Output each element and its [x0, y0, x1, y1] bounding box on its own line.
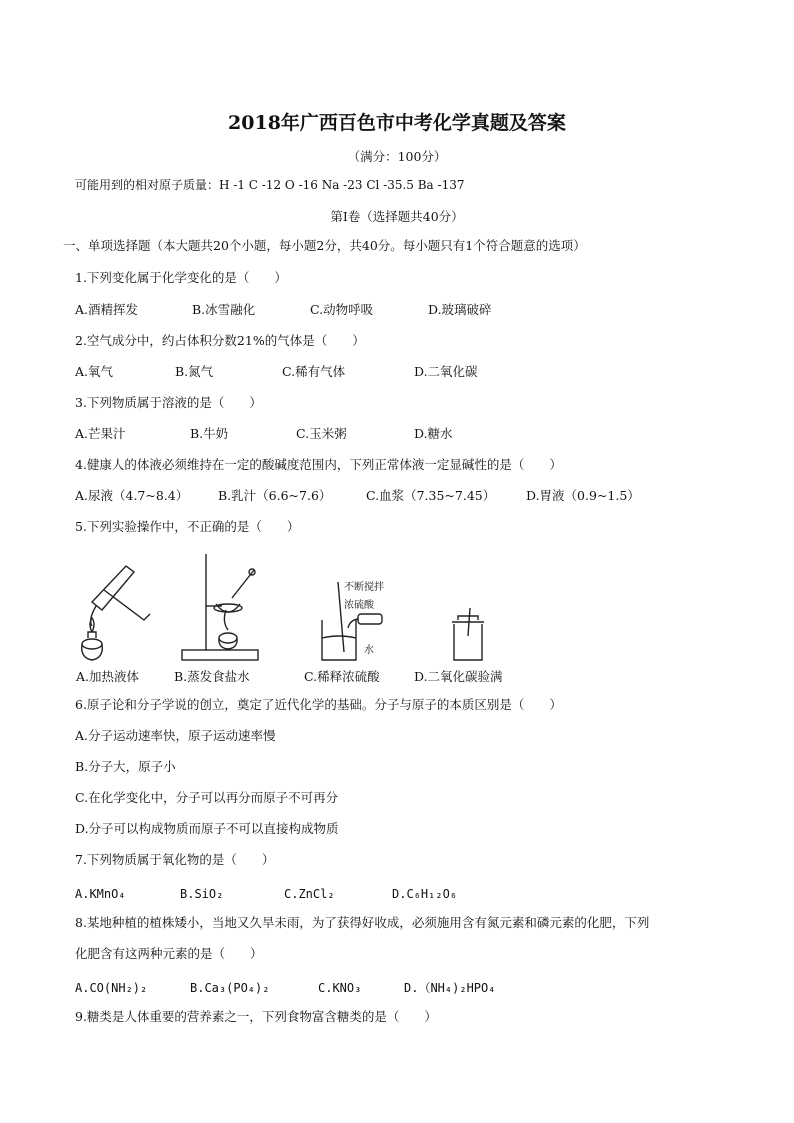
q4-option-b: B.乳汁（6.6~7.6）: [218, 488, 332, 503]
q8-stem-line2: 化肥含有这两种元素的是（ ）: [75, 946, 263, 961]
q5-stem: 5.下列实验操作中，不正确的是（ ）: [75, 519, 300, 534]
q4-option-d: D.胃液（0.9~1.5）: [526, 488, 640, 503]
q4-option-a: A.尿液（4.7~8.4）: [75, 488, 189, 503]
q5-option-d: D.二氧化碳验满: [414, 669, 503, 684]
q6-option-a: A.分子运动速率快，原子运动速率慢: [75, 728, 276, 743]
figure-label-acid: 浓硫酸: [344, 600, 374, 611]
q6-stem: 6.原子论和分子学说的创立，奠定了近代化学的基础。分子与原子的本质区别是（ ）: [75, 697, 562, 712]
figure-evaporation: [176, 550, 266, 666]
q8-stem-line1: 8.某地种植的植株矮小，当地又久旱未雨，为了获得好收成，必须施用含有氮元素和磷元素的化肥，下列: [75, 915, 650, 930]
q7-option-b: B.SiO₂: [180, 887, 224, 901]
section-heading: 一、单项选择题（本大题共20个小题，每小题2分，共40分。每小题只有1个符合题意的选项）: [63, 238, 586, 253]
q6-option-b: B.分子大，原子小: [75, 759, 176, 774]
q7-option-c: C.ZnCl₂: [284, 887, 335, 901]
page-title: 2018年广西百色市中考化学真题及答案: [228, 112, 566, 134]
figure-label-stir: 不断搅拌: [344, 582, 384, 593]
q3-option-c: C.玉米粥: [296, 426, 347, 441]
figure-heating-liquid: [74, 562, 162, 666]
q2-option-a: A.氧气: [75, 364, 114, 379]
q5-option-c: C.稀释浓硫酸: [304, 669, 380, 684]
q2-option-b: B.氮气: [175, 364, 214, 379]
q7-option-d: D.C₆H₁₂O₆: [392, 887, 458, 901]
q4-stem: 4.健康人的体液必须维持在一定的酸碱度范围内，下列正常体液一定显碱性的是（ ）: [75, 457, 562, 472]
q7-option-a: A.KMnO₄: [75, 887, 126, 901]
q3-stem: 3.下列物质属于溶液的是（ ）: [75, 395, 262, 410]
q6-option-c: C.在化学变化中，分子可以再分而原子不可再分: [75, 790, 339, 805]
q8-option-a: A.CO(NH₂)₂: [75, 981, 148, 995]
q6-option-d: D.分子可以构成物质而原子不可以直接构成物质: [75, 821, 339, 836]
q4-option-c: C.血浆（7.35~7.45）: [366, 488, 496, 503]
atomic-mass-line: 可能用到的相对原子质量：H -1 C -12 O -16 Na -23 Cl -35.5 Ba -137: [75, 178, 465, 192]
q9-stem: 9.糖类是人体重要的营养素之一，下列食物富含糖类的是（ ）: [75, 1009, 437, 1024]
q8-option-b: B.Ca₃(PO₄)₂: [190, 981, 270, 995]
volume-heading: 第Ⅰ卷（选择题共40分）: [330, 209, 464, 224]
q1-option-d: D.玻璃破碎: [428, 302, 492, 317]
q5-option-b: B.蒸发食盐水: [174, 669, 250, 684]
q3-option-b: B.牛奶: [190, 426, 229, 441]
q3-option-d: D.糖水: [414, 426, 453, 441]
q2-option-d: D.二氧化碳: [414, 364, 478, 379]
score-note: （满分：100分）: [347, 149, 447, 164]
q5-option-a: A.加热液体: [76, 669, 140, 684]
q8-option-c: C.KNO₃: [318, 981, 362, 995]
figure-label-water: 水: [364, 645, 374, 656]
figure-co2-test: [448, 606, 488, 664]
q3-option-a: A.芒果汁: [75, 426, 126, 441]
q8-option-d: D.（NH₄)₂HPO₄: [404, 981, 496, 995]
q2-option-c: C.稀有气体: [282, 364, 346, 379]
q1-option-c: C.动物呼吸: [310, 302, 374, 317]
q2-stem: 2.空气成分中，约占体积分数21%的气体是（ ）: [75, 333, 365, 348]
q1-stem: 1.下列变化属于化学变化的是（ ）: [75, 270, 287, 285]
q1-option-b: B.冰雪融化: [192, 302, 256, 317]
q7-stem: 7.下列物质属于氧化物的是（ ）: [75, 852, 275, 867]
q1-option-a: A.酒精挥发: [75, 302, 139, 317]
